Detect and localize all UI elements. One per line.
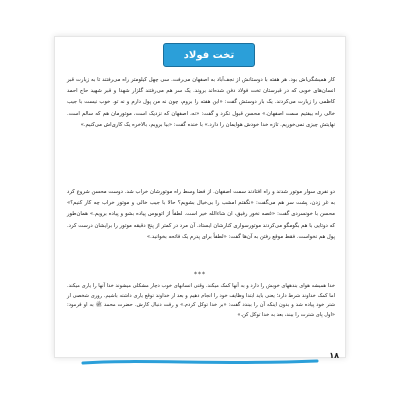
closing-paragraph: خدا همیشه هوای بندههای خوبش را دارد و به آنها کمک میکند. وقتی انسانهای خوب دچار مشکلی میشوند خدا آنها را یاری میکند. اما کمک خداوند شرط دارد؛ یعنی باید ابتدا وظایف خود را انجام دهیم و بعد از خداوند توقع یاری داشته باشیم. روزی شخصی از شتر خود پیاده شد و بدون اینکه آن را ببندد گفت: «بر خدا توکل کردم.» و رفت دنبال کارش. حضرت محمد ﷺ به او فرمود: «اول پای شترت را ببند، بعد به خدا توکل کن.»: [67, 283, 335, 318]
title-banner: [163, 43, 255, 67]
decorative-brush-stroke: [81, 357, 319, 367]
page-title: تخت فولاد: [183, 49, 235, 61]
paragraph-2: دو نفری سوار موتور شدند و راه افتادند سمت اصفهان. از فضا وسط راه موتورشان خراب شد. دوست محسن شروع کرد به غر زدن، پشت سر هم می‌گفت: «نگفتم امشب را بی‌خیال بشویم؟ حالا با جیب خالی و موتور خراب چه کار کنیم؟» محسن با خونسردی گفت: «غصه نخور رفیق، ان شاءالله خیر است. لطفاً از اتوبوس پیاده بشو و پیاده برویم.» همان‌طور که دوتایی با هم بگومگو می‌کردند موتورسواری کنارشان ایستاد. آن مرد در کمتر از پنج دقیقه موتور را برایشان درست کرد. پول هم نخواست. فقط موقع رفتن به آن‌ها گفت: «لطفاً برای پدرم یک فاتحه بخوانید.»: [67, 189, 335, 240]
paragraph-1: کار همیشگی‌اش بود. هر هفته با دوستانش از نجف‌آباد به اصفهان می‌رفت. سی چهل کیلومتر راه می‌رفتند تا به زیارت قبر انسان‌های خوبی که در قبرستان تخت فولاد دفن شده‌اند بروند. یک سر هم می‌رفتند گلزار شهدا و قبر شهید حاج احمد کاظمی را زیارت می‌کردند. یک بار دوستش گفت: «این هفته را بروم، چون نه من پول دارم و نه تو. خوب نیست با جیب خالی راه بیفتیم سمت اصفهان.» محسن قبول نکرد و گفت: «نه، اصفهان که نزدیک است، موتورمان هم که سالم است. نهایتش چیزی نمی‌خوریم. تازه خدا خودش هوایمان را دارد.» با خنده گفت: «بیا برویم، بالاخره یک کاری‌اش می‌کنیم.»: [67, 77, 335, 128]
section-separator: ***: [194, 271, 206, 278]
book-page: [54, 36, 346, 358]
page-number: ۱۸: [329, 351, 339, 360]
